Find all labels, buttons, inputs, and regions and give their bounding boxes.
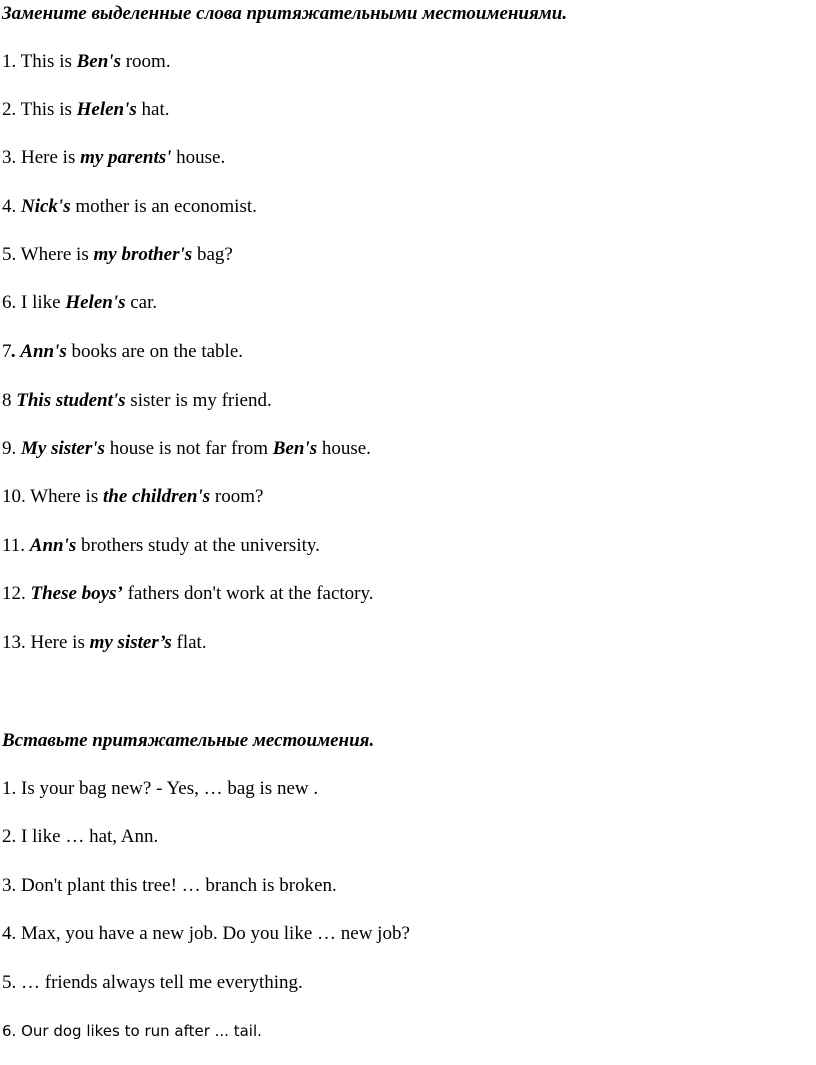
exercise-1-item-13: 13. Here is my sister’s flat. — [2, 632, 207, 653]
highlighted-word: Helen's — [76, 99, 137, 120]
highlighted-word: Helen's — [65, 292, 126, 313]
exercise-1-item-8: 8 This student's sister is my friend. — [2, 390, 272, 411]
highlighted-word: Ben's — [76, 51, 121, 72]
exercise-2-item-4: 4. Max, you have a new job. Do you like … new job? — [2, 923, 410, 944]
highlighted-word: Nick's — [21, 196, 71, 217]
exercise-1-item-11: 11. Ann's brothers study at the university. — [2, 535, 320, 556]
highlighted-word: Ben's — [272, 438, 318, 459]
highlighted-word: These boys’ — [30, 583, 123, 604]
highlighted-word: Ann's — [29, 535, 77, 556]
exercise-2-item-6: 6. Our dog likes to run after ... tail. — [2, 1022, 262, 1040]
highlighted-word: My sister's — [21, 438, 105, 459]
highlighted-word: . Ann's — [11, 341, 67, 362]
highlighted-word: the children's — [102, 486, 211, 507]
exercise-1-item-2: 2. This is Helen's hat. — [2, 99, 170, 120]
exercise-1-item-5: 5. Where is my brother's bag? — [2, 244, 233, 265]
exercise-2-item-3: 3. Don't plant this tree! … branch is broken. — [2, 875, 337, 896]
exercise-1-item-10: 10. Where is the children's room? — [2, 486, 264, 507]
highlighted-word: my brother's — [93, 244, 193, 265]
exercise-1-item-1: 1. This is Ben's room. — [2, 51, 171, 72]
exercise-1-item-3: 3. Here is my parents' house. — [2, 147, 226, 168]
exercise-1-item-9: 9. My sister's house is not far from Ben's house. — [2, 438, 371, 459]
section1-heading: Замените выделенные слова притяжательными местоимениями. — [2, 3, 568, 24]
exercise-2-item-2: 2. I like … hat, Ann. — [2, 826, 159, 847]
section2-heading: Вставьте притяжательные местоимения. — [2, 730, 375, 751]
exercise-1-item-6: 6. I like Helen's car. — [2, 292, 158, 313]
exercise-1-item-12: 12. These boys’ fathers don't work at the factory. — [2, 583, 374, 604]
exercise-2-item-1: 1. Is your bag new? - Yes, … bag is new . — [2, 778, 319, 799]
exercise-1-item-4: 4. Nick's mother is an economist. — [2, 196, 257, 217]
exercise-1-item-7: 7. Ann's books are on the table. — [2, 341, 244, 362]
exercise-2-item-5: 5. … friends always tell me everything. — [2, 972, 303, 993]
highlighted-word: my sister’s — [89, 632, 172, 653]
highlighted-word: my parents' — [80, 147, 172, 168]
highlighted-word: This student's — [16, 390, 126, 411]
